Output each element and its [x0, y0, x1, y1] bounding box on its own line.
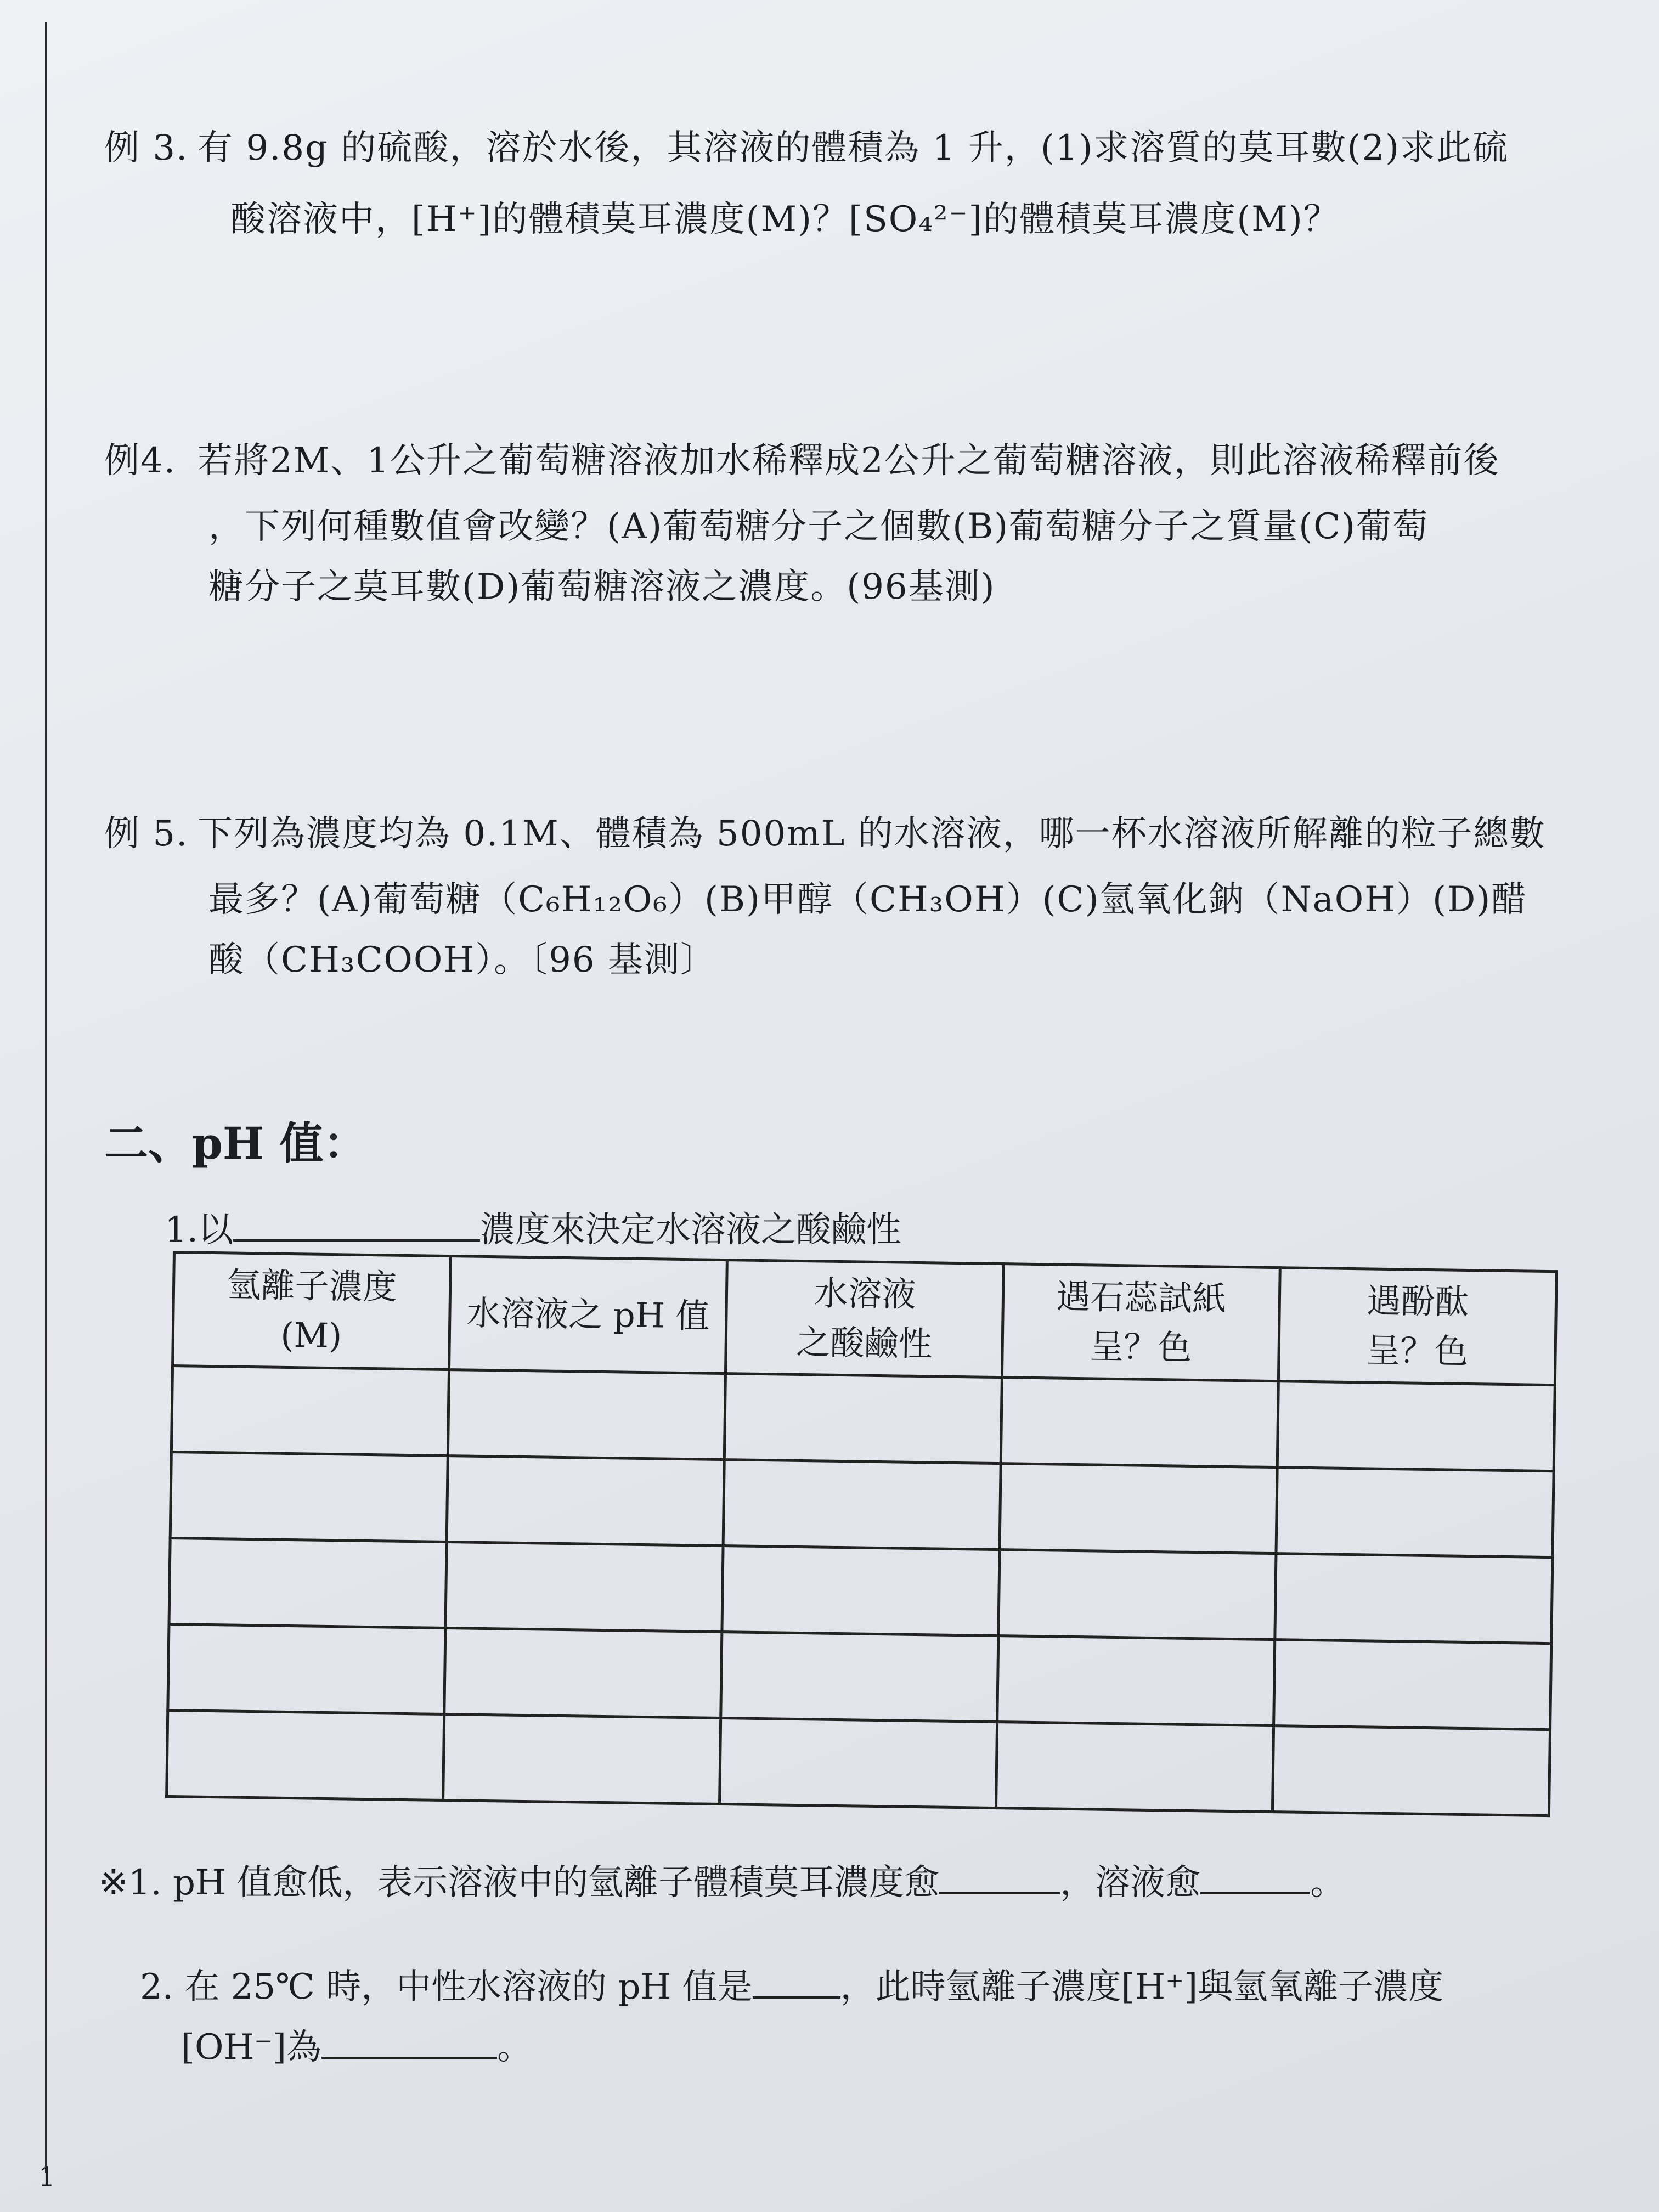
header-text: 水溶液 之酸鹼性 — [795, 1273, 933, 1364]
table-cell[interactable] — [720, 1718, 997, 1808]
example-line: 若將2M、1公升之葡萄糖溶液加水稀釋成2公升之葡萄糖溶液，則此溶液稀釋前後 — [198, 441, 1500, 481]
table-cell[interactable] — [1277, 1381, 1555, 1471]
answer-blank[interactable] — [939, 1859, 1060, 1894]
table-cell[interactable] — [1275, 1554, 1553, 1644]
table-cell[interactable] — [445, 1542, 723, 1632]
margin-line — [45, 22, 47, 2172]
answer-blank[interactable] — [753, 1963, 840, 1999]
header-phenolphthalein — [1278, 1268, 1556, 1385]
example-line: 糖分子之莫耳數(D)葡萄糖溶液之濃度。(96基測) — [208, 567, 996, 607]
table-cell[interactable] — [721, 1632, 998, 1722]
table-cell[interactable] — [1001, 1378, 1278, 1468]
table-cell[interactable] — [169, 1538, 447, 1628]
note-2-line-2 — [181, 2019, 532, 2069]
note-2-line-2-prefix: [OH⁻]為 — [181, 2027, 321, 2068]
header-text: 遇石蕊試紙 呈？色 — [1056, 1276, 1227, 1368]
answer-blank[interactable] — [321, 2024, 497, 2059]
example-line: 有 9.8g 的硫酸，溶於水後，其溶液的體積為 1 升，(1)求溶質的莫耳數(2)求此硫 — [198, 128, 1509, 168]
header-hydrogen-ion-concentration — [173, 1252, 451, 1370]
example-4 — [104, 428, 1500, 494]
example-label: 例 5. — [104, 814, 189, 854]
table-cell[interactable] — [998, 1550, 1276, 1640]
table-cell[interactable] — [443, 1714, 721, 1804]
table-cell[interactable] — [997, 1636, 1275, 1726]
table-cell[interactable] — [444, 1628, 722, 1718]
example-label: 例 3. — [104, 128, 189, 168]
example-3-line-2 — [230, 187, 1340, 252]
answer-blank[interactable] — [233, 1206, 480, 1242]
example-4-line-3 — [208, 554, 996, 620]
note-1-suffix: 。 — [1310, 1863, 1346, 1903]
example-3 — [104, 115, 1509, 181]
example-5-line-2 — [208, 867, 1527, 933]
table-header-row — [173, 1252, 1557, 1385]
table-cell[interactable] — [724, 1374, 1002, 1464]
item-1-prefix: 1.以 — [165, 1210, 234, 1250]
example-line: ，下列何種數值會改變？(A)葡萄糖分子之個數(B)葡萄糖分子之質量(C)葡萄 — [208, 506, 1429, 547]
header-acidity — [725, 1260, 1003, 1378]
item-1 — [165, 1201, 901, 1252]
header-text: 水溶液之 pH 值 — [466, 1293, 710, 1336]
table-cell[interactable] — [171, 1366, 449, 1456]
example-line: 下列為濃度均為 0.1M、體積為 500mL 的水溶液，哪一杯水溶液所解離的粒子總數 — [198, 814, 1546, 854]
table-cell[interactable] — [447, 1456, 724, 1546]
table-cell[interactable] — [448, 1370, 725, 1460]
section-title: 二、pH 值： — [104, 1118, 368, 1169]
table-cell[interactable] — [1274, 1640, 1551, 1730]
note-2 — [140, 1959, 1443, 2009]
example-line: 最多？(A)葡萄糖（C₆H₁₂O₆）(B)甲醇（CH₃OH）(C)氫氧化鈉（NaOH）(D)醋 — [208, 879, 1528, 920]
table-cell[interactable] — [1276, 1468, 1554, 1558]
table-cell[interactable] — [722, 1546, 1000, 1636]
item-1-suffix: 濃度來決定水溶液之酸鹼性 — [480, 1210, 902, 1250]
note-2-prefix: 2. 在 25℃ 時，中性水溶液的 pH 值是 — [140, 1967, 753, 2007]
note-2-line-2-suffix: 。 — [497, 2027, 532, 2068]
example-line: 酸（CH₃COOH）。〔96 基測〕 — [208, 940, 716, 980]
table-cell[interactable] — [723, 1460, 1001, 1550]
example-4-line-2 — [208, 494, 1429, 560]
example-5-line-3 — [208, 927, 716, 993]
table-cell[interactable] — [1272, 1726, 1550, 1816]
table-cell[interactable] — [167, 1710, 444, 1800]
example-line: 酸溶液中，[H⁺]的體積莫耳濃度(M)？[SO₄²⁻]的體積莫耳濃度(M)？ — [230, 199, 1340, 240]
note-1-middle: ，溶液愈 — [1060, 1863, 1201, 1903]
note-1-prefix: ※1. pH 值愈低，表示溶液中的氫離子體積莫耳濃度愈 — [99, 1863, 940, 1903]
note-2-suffix: ，此時氫離子濃度[H⁺]與氫氧離子濃度 — [840, 1967, 1444, 2007]
table-cell[interactable] — [996, 1722, 1273, 1812]
header-text: 遇酚酞 呈？色 — [1365, 1280, 1469, 1372]
header-ph-value — [449, 1256, 727, 1374]
answer-blank[interactable] — [1200, 1859, 1310, 1894]
header-text: 氫離子濃度 (M) — [227, 1265, 398, 1356]
note-1 — [99, 1854, 1345, 1905]
page-number: 1 — [38, 2162, 55, 2192]
example-label: 例4. — [104, 441, 177, 481]
table-cell[interactable] — [170, 1452, 448, 1542]
table-cell[interactable] — [168, 1624, 445, 1714]
example-5 — [104, 801, 1546, 867]
header-litmus — [1002, 1264, 1280, 1381]
ph-table — [165, 1251, 1558, 1817]
table-cell[interactable] — [1000, 1464, 1277, 1554]
